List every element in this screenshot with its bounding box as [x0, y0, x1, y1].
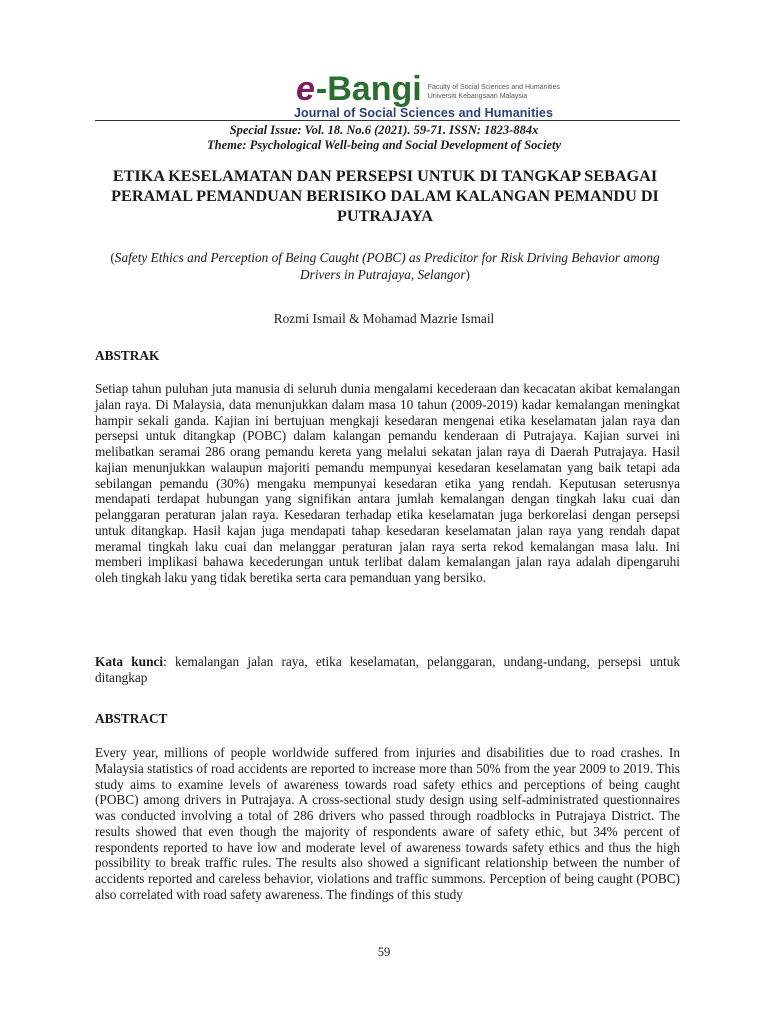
- kata-kunci-text: : kemalangan jalan raya, etika keselamatan, pelanggaran, undang-undang, persepsi untuk ditangkap: [95, 654, 680, 685]
- english-title-text: Safety Ethics and Perception of Being Caught (POBC) as Predicitor for Risk Driving Behavior among Drivers in Putrajaya, Selangor: [114, 250, 660, 282]
- logo-e: e: [296, 70, 315, 108]
- journal-name: Journal of Social Sciences and Humanities: [294, 106, 554, 120]
- kata-kunci-label: Kata kunci: [95, 654, 164, 669]
- header-divider: [95, 120, 680, 121]
- faculty-line-1: Faculty of Social Sciences and Humanities: [427, 84, 560, 91]
- issue-info: Special Issue: Vol. 18. No.6 (2021). 59-71. ISSN: 1823-884x: [229, 123, 539, 137]
- paren-open: (: [110, 250, 115, 265]
- logo-dash: -: [315, 70, 328, 108]
- logo-bangi-text: Bangi: [327, 70, 422, 108]
- paren-close: ): [465, 267, 470, 282]
- journal-masthead: [0, 58, 768, 122]
- faculty-line-2: Universiti Kebangsaan Malaysia: [427, 93, 528, 100]
- theme-info: Theme: Psychological Well-being and Social Development of Society: [207, 138, 561, 152]
- page-number: 59: [377, 945, 391, 959]
- abstract-heading: ABSTRACT: [95, 711, 168, 726]
- abstract-body: Every year, millions of people worldwide suffered from injuries and disabilities due to road crashes. In Malaysia statistics of road accidents are reported to increase more than 50% from the year 2009 to 2019. This study aims to examine levels of awareness towards road safety ethics and perceptions of being caught (POBC) among drivers in Putrajaya. A cross-sectional study design using self-administrated questionnaires was conducted involving a total of 286 drivers who passed through roadblocks in Putrajaya District. The results showed that even though the majority of respondents aware of safety ethic, but 34% percent of respondents reported to have low and moderate level of awareness towards safety ethics and thus the high possibility to break traffic rules. The results also showed a significant relationship between the number of accidents reported and careless behavior, violations and traffic summons. Perception of being caught (POBC) also correlated with road safety awareness. The findings of this study: [95, 745, 680, 902]
- paper-title: ETIKA KESELAMATAN DAN PERSEPSI UNTUK DI TANGKAP SEBAGAI PERAMAL PEMANDUAN BERISIKO DALAM KALANGAN PEMANDU DI PUTRAJAYA: [111, 167, 659, 225]
- kata-kunci: [95, 654, 680, 686]
- english-title: [90, 249, 680, 283]
- journal-logo: [296, 70, 560, 106]
- logo-bangi: [316, 72, 422, 106]
- authors: Rozmi Ismail & Mohamad Mazrie Ismail: [273, 311, 495, 326]
- abstrak-body: Setiap tahun puluhan juta manusia di seluruh dunia mengalami kecederaan dan kecacatan akibat kemalangan jalan raya. Di Malaysia, data menunjukkan dalam masa 10 tahun (2009-2019) kadar kemalangan meningkat hampir sekali ganda. Kajian ini bertujuan mengkaji kesedaran mengenai etika keselamatan jalan raya dan persepsi untuk ditangkap (POBC) dalam kalangan pemandu kenderaan di Putrajaya. Kajian survei ini melibatkan seramai 286 orang pemandu kereta yang melalui sekatan jalan raya di Daerah Putrajaya. Hasil kajian menunjukkan walaupun majoriti pemandu mempunyai kesedaran keselamatan yang baik tetapi ada sebilangan pemandu (30%) mengaku mempunyai kesedaran etika yang rendah. Keputusan seterusnya mendapati terdapat hubungan yang signifikan antara jumlah kemalangan dengan tingkah laku cuai dan pelanggaran peraturan jalan raya. Kesedaran terhadap etika keselamatan juga berkorelasi dengan persepsi untuk ditangkap. Hasil kajan juga mendapati tahap kesedaran keselamatan jalan raya yang rendah dapat meramal tingkah laku cuai dan melanggar peraturan jalan raya serta rekod kemalangan masa lalu. Ini memberi implikasi bahawa kecederungan untuk terlibat dalam kemalangan jalan raya adalah dipengaruhi oleh tingkah laku yang tidak beretika serta cara pemanduan yang bersiko.: [95, 381, 680, 585]
- abstrak-heading: ABSTRAK: [95, 348, 160, 363]
- faculty-label: [428, 83, 560, 101]
